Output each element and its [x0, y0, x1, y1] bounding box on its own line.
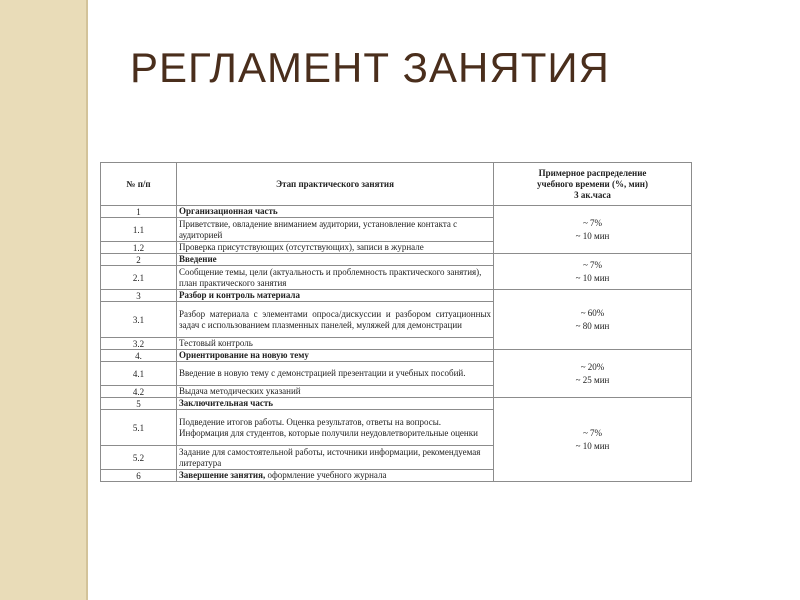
row-num: 2.1 [101, 266, 177, 290]
header-time-line3: 3 ак.часа [574, 189, 611, 200]
row-num: 3 [101, 290, 177, 302]
table-row [101, 290, 692, 302]
row-stage: Организационная часть [177, 206, 494, 218]
row-num: 3.2 [101, 338, 177, 350]
row-stage: Задание для самостоятельной работы, источники информации, рекомендуемая литература [177, 446, 494, 470]
header-stage: Этап практического занятия [177, 163, 494, 206]
row-stage: Разбор материала с элементами опроса/дискуссии и разбором ситуационных задач с использованием плазменных панелей, муляжей для демонстрации [177, 302, 494, 338]
row-stage: Проверка присутствующих (отсутствующих), записи в журнале [177, 242, 494, 254]
time-min: ~ 10 мин [575, 272, 610, 283]
time-pct: ~ 7% [582, 427, 603, 438]
row-stage: Выдача методических указаний [177, 386, 494, 398]
row-stage: Тестовый контроль [177, 338, 494, 350]
row-stage: Введение [177, 254, 494, 266]
row-num: 1 [101, 206, 177, 218]
time-cell [494, 206, 692, 254]
row-num: 5 [101, 398, 177, 410]
table-header-row [101, 163, 692, 206]
row-stage: Сообщение темы, цели (актуальность и проблемность практического занятия), план практического занятия [177, 266, 494, 290]
time-cell [494, 398, 692, 482]
row-stage-bold-part: Завершение занятия, [179, 470, 266, 480]
time-cell [494, 254, 692, 290]
table-row [101, 350, 692, 362]
header-num: № п/п [101, 163, 177, 206]
row-stage: Приветствие, овладение вниманием аудитории, установление контакта с аудиторией [177, 218, 494, 242]
header-time [494, 163, 692, 206]
time-min: ~ 10 мин [575, 440, 610, 451]
row-num: 3.1 [101, 302, 177, 338]
time-cell [494, 290, 692, 350]
time-min: ~ 10 мин [575, 230, 610, 241]
time-min: ~ 80 мин [575, 320, 610, 331]
time-min: ~ 25 мин [575, 374, 610, 385]
header-time-line1: Примерное распределение [538, 167, 647, 178]
row-num: 4.2 [101, 386, 177, 398]
time-pct: ~ 7% [582, 217, 603, 228]
row-num: 5.1 [101, 410, 177, 446]
header-time-line2: учебного времени (%, мин) [537, 178, 648, 189]
table-row [101, 398, 692, 410]
time-pct: ~ 7% [582, 259, 603, 270]
time-pct: ~ 60% [580, 307, 605, 318]
row-stage: Ориентирование на новую тему [177, 350, 494, 362]
row-num: 1.2 [101, 242, 177, 254]
slide-title: РЕГЛАМЕНТ ЗАНЯТИЯ [130, 44, 610, 91]
row-num: 4. [101, 350, 177, 362]
row-stage: Введение в новую тему с демонстрацией презентации и учебных пособий. [177, 362, 494, 386]
table-row [101, 254, 692, 266]
row-stage: Разбор и контроль материала [177, 290, 494, 302]
row-num: 4.1 [101, 362, 177, 386]
row-stage: Заключительная часть [177, 398, 494, 410]
row-num: 5.2 [101, 446, 177, 470]
schedule-table [100, 162, 692, 482]
row-stage [177, 470, 494, 482]
time-pct: ~ 20% [580, 361, 605, 372]
row-stage-rest: оформление учебного журнала [265, 470, 387, 480]
decorative-left-line [86, 0, 88, 600]
row-num: 2 [101, 254, 177, 266]
row-stage: Подведение итогов работы. Оценка результатов, ответы на вопросы. Информация для студентов, которые получили неудовлетворительные оценки [177, 410, 494, 446]
time-cell [494, 350, 692, 398]
row-num: 1.1 [101, 218, 177, 242]
table-row [101, 206, 692, 218]
decorative-left-band [0, 0, 86, 600]
row-num: 6 [101, 470, 177, 482]
